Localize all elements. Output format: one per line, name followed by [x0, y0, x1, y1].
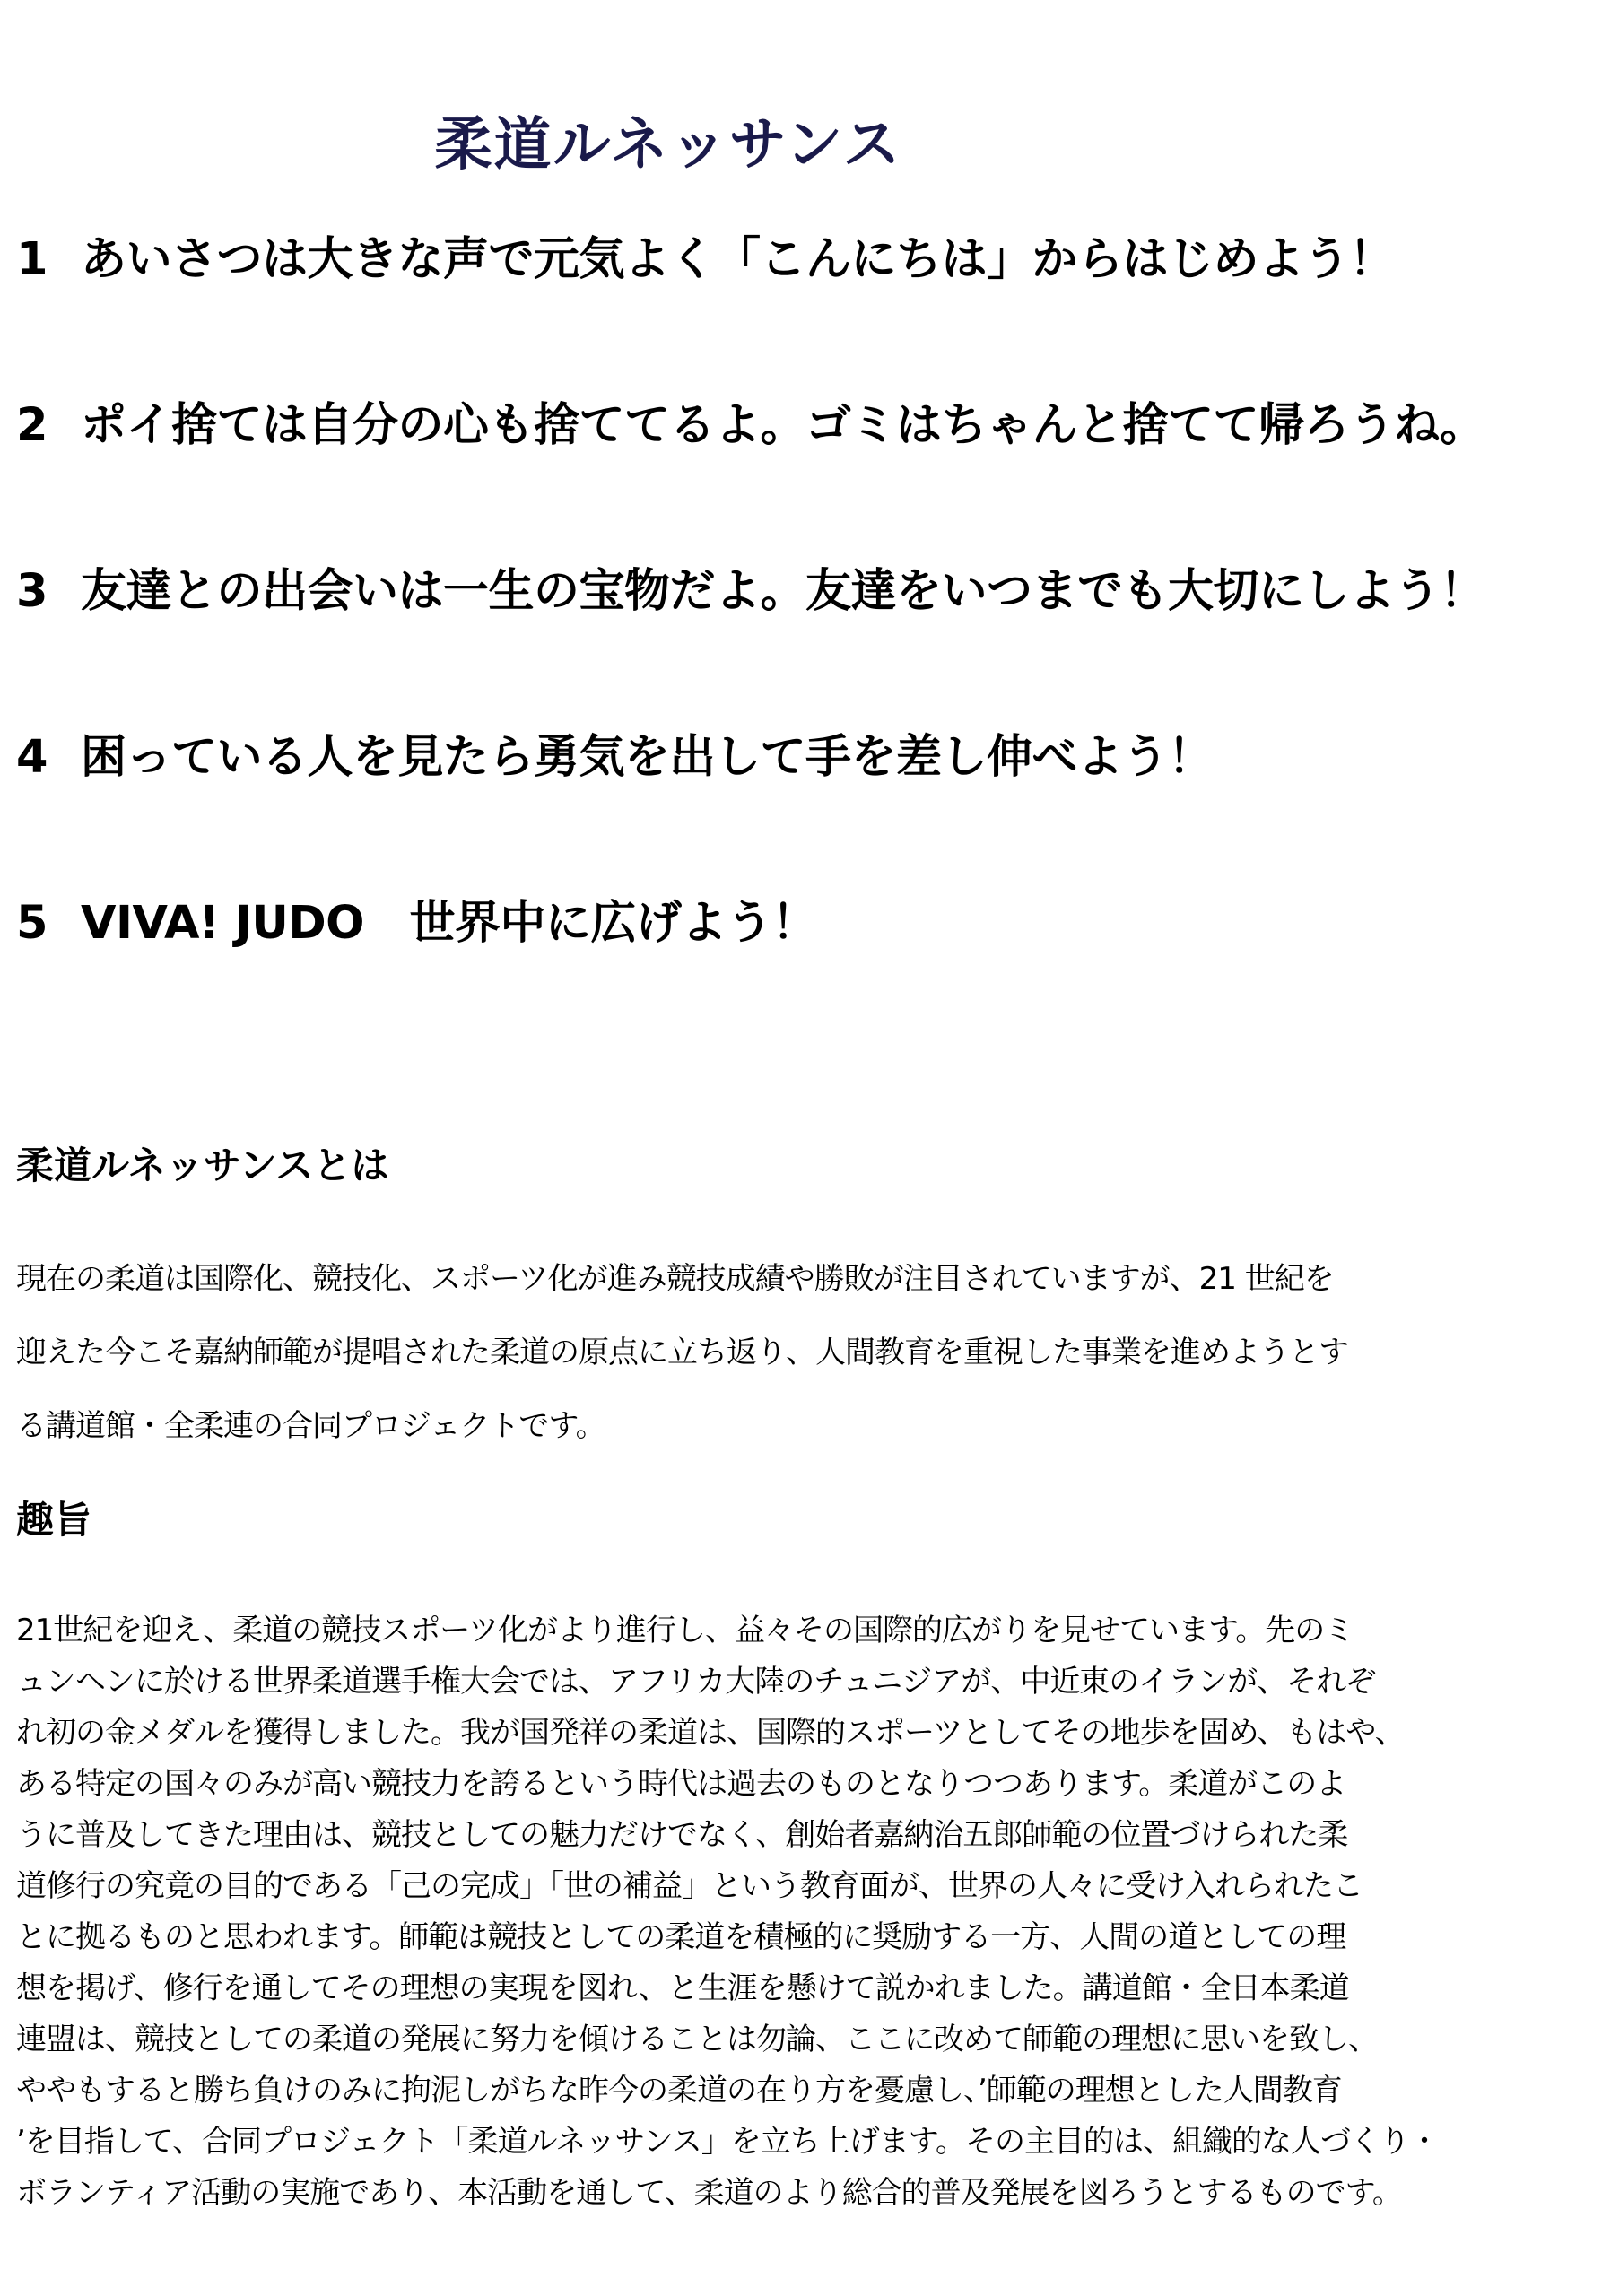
rule-number: 5 — [16, 897, 48, 950]
page-title: 柔道ルネッサンス — [434, 112, 902, 178]
about-paragraph — [16, 1242, 1577, 1463]
purpose-line: うに普及してきた理由は、競技としての魅力だけでなく、創始者嘉納治五郎師範の位置づけられた柔 — [16, 1817, 1348, 1853]
rules-list — [16, 224, 1577, 1054]
rule-item — [16, 390, 1577, 462]
about-heading: 柔道ルネッサンスとは — [16, 1144, 389, 1187]
purpose-line: 21世紀を迎え、柔道の競技スポーツ化がより進行し、益々その国際的広がりを見せています。先のミ — [16, 1613, 1354, 1648]
purpose-line: ある特定の国々のみが高い競技力を誇るという時代は過去のものとなりつつあります。柔道がこのよ — [16, 1766, 1346, 1802]
rule-number: 1 — [16, 233, 48, 286]
rule-number: 4 — [16, 731, 48, 784]
rule-text: VIVA! JUDO 世界中に広げよう！ — [81, 897, 818, 950]
purpose-heading: 趣旨 — [16, 1498, 92, 1542]
purpose-line: とに拠るものと思われます。師範は競技としての柔道を積極的に奨励する一方、人間の道としての理 — [16, 1919, 1346, 1955]
rule-text: あいさつは大きな声で元気よく「こんにちは」からはじめよう！ — [81, 233, 1395, 286]
rule-text: 困っている人を見たら勇気を出して手を差し伸べよう！ — [81, 731, 1214, 784]
rule-text: 友達との出会いは一生の宝物だよ。友達をいつまでも大切にしよう！ — [81, 565, 1485, 618]
rule-number: 3 — [16, 565, 48, 618]
purpose-line: 道修行の究竟の目的である「己の完成」「世の補益」という教育面が、世界の人々に受け入れられたこ — [16, 1868, 1363, 1904]
purpose-line: ややもすると勝ち負けのみに拘泥しがちな昨今の柔道の在り方を憂慮し、’師範の理想とした人間教育 — [16, 2073, 1342, 2109]
purpose-line: 想を掲げ、修行を通してその理想の実現を図れ、と生涯を懸けて説かれました。講道館・全日本柔道 — [16, 1970, 1349, 2006]
purpose-line: れ初の金メダルを獲得しました。我が国発祥の柔道は、国際的スポーツとしてその地歩を固め、もはや、 — [16, 1715, 1405, 1751]
purpose-line: ボランティア活動の実施であり、本活動を通して、柔道のより総合的普及発展を図ろうとするものです。 — [16, 2175, 1402, 2211]
rule-item — [16, 556, 1577, 628]
rule-item — [16, 224, 1577, 296]
rule-item — [16, 888, 1577, 960]
purpose-line: 連盟は、競技としての柔道の発展に努力を傾けることは勿論、ここに改めて師範の理想に思いを致し、 — [16, 2022, 1378, 2057]
about-line: る講道館・全柔連の合同プロジェクトです。 — [16, 1408, 605, 1444]
purpose-line: ’を目指して、合同プロジェクト「柔道ルネッサンス」を立ち上げます。その主目的は、組織的な人づくり・ — [16, 2124, 1439, 2160]
purpose-paragraph — [16, 1605, 1577, 2219]
rule-item — [16, 722, 1577, 794]
rule-text: ポイ捨ては自分の心も捨ててるよ。ゴミはちゃんと捨てて帰ろうね。 — [81, 399, 1485, 452]
purpose-line: ュンヘンに於ける世界柔道選手権大会では、アフリカ大陸のチュニジアが、中近東のイランが、それぞ — [16, 1664, 1376, 1700]
about-line: 迎えた今こそ嘉納師範が提唱された柔道の原点に立ち返り、人間教育を重視した事業を進めようとす — [16, 1335, 1348, 1370]
about-line: 現在の柔道は国際化、競技化、スポーツ化が進み競技成績や勝敗が注目されていますが、21 世紀を — [16, 1261, 1334, 1297]
rule-number: 2 — [16, 399, 48, 452]
